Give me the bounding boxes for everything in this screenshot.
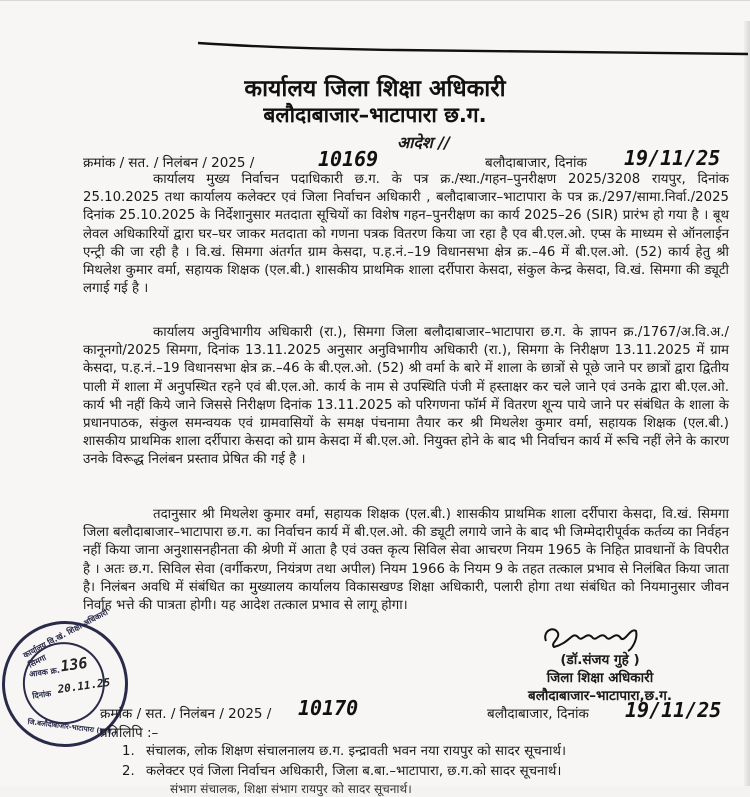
- order-reference-prefix: क्रमांक / सत. / निलंबन / 2025 /: [83, 155, 255, 171]
- stamp-inward-number: 136: [59, 653, 89, 676]
- signature-block: [490, 621, 710, 705]
- copy-date: 19/11/25: [625, 698, 722, 722]
- copy-item-number: 1.: [122, 744, 135, 759]
- order-place-date-label: बलौदाबाजार, दिनांक: [485, 155, 587, 171]
- copy-item-text: संचालक, लोक शिक्षण संचालनालय छ.ग. इन्द्रावती भवन नया रायपुर को सादर सूचनार्थ।: [146, 744, 567, 759]
- copy-to-list: [122, 742, 566, 782]
- stamp-date-label: दिनांक: [31, 689, 52, 701]
- order-date: 19/11/25: [624, 146, 721, 170]
- signatory-designation: जिला शिक्षा अधिकारी: [546, 670, 654, 686]
- copy-reference-number: 10170: [298, 696, 359, 720]
- stamp-ring-top: कार्यालय वि.खं. शिक्षा अधिकारी सिमगा: [21, 607, 110, 670]
- copy-item-text: कलेक्टर एवं जिला निर्वाचन अधिकारी, जिला ब.बा.–भाटापारा, छ.ग.को सादर सूचनार्थ।: [146, 764, 562, 779]
- copy-to-label: प्रतिलिपि :–: [100, 725, 159, 741]
- signature-scrawl: [490, 621, 710, 651]
- stamp-ring-bottom: जि.बलौदाबाजार-भाटापारा (छ.ग.): [27, 717, 118, 737]
- body-paragraph-3: तदानुसार श्री मिथलेश कुमार वर्मा, सहायक शिक्षक (एल.बी.) शासकीय प्राथमिक शाला दर्रीपारा केसदा, वि.खं. सिमगा जिला बलौदाबाजार–भाटापारा छ.ग. का निर्वाचन कार्य में बी.एल.ओ. की ड्यूटी लगाये जाने के बाद भी जिम्मेदारीपूर्वक कर्तव्य का निर्वहन नहीं किया जाना अनुशासनहीनता की श्रेणी में आता है एवं उक्त कृत्य सिविल सेवा आचरण नियम 1965 के निहित प्रावधानों के विपरीत है । अतः छ.ग. सिविल सेवा (वर्गीकरण, नियंत्रण तथा अपील) नियम 1966 के नियम 9 के तहत तत्काल प्रभाव से निलंबित किया जाता है। निलंबन अवधि में संबंधित का मुख्यालय कार्यालय विकासखण्ड शिक्षा अधिकारी, पलारी होगा तथा संबंधित को नियमानुसार जीवन निर्वाह भत्ते की पात्रता होगी। यह आदेश तत्काल प्रभाव से लागू होगा।: [83, 507, 729, 614]
- stamp-date-value: 20.11.25: [56, 675, 112, 697]
- order-reference-number: 10169: [318, 147, 379, 171]
- signatory-name: (डॉ.संजय गुहे ): [560, 652, 640, 668]
- office-location: बलौदाबाजार–भाटापारा छ.ग.: [263, 103, 487, 127]
- stamp-inward-label: आवक क्र.: [28, 665, 61, 679]
- handwritten-underline-stroke: [198, 41, 748, 55]
- copy-to-item: [122, 742, 566, 762]
- copy-to-item: [122, 762, 566, 782]
- page-edge-shadow: [744, 21, 750, 786]
- signatory-location: बलौदाबाजार–भाटापारा,छ.ग.: [528, 688, 672, 704]
- body-paragraph-1: कार्यालय मुख्य निर्वाचन पदाधिकारी छ.ग. के पत्र क्र./स्था./गहन–पुनरीक्षण 2025/3208 रायपुर, दिनांक 25.10.2025 तथा कार्यालय कलेक्टर एवं जिला निर्वाचन अधिकारी , बलौदाबाजार–भाटापारा के पत्र क्र./297/सामा.निर्वा./2025 दिनांक 25.10.2025 के निर्देशानुसार मतदाता सूचियों का विशेष गहन–पुनरीक्षण का कार्य 2025–26 (SIR) प्रारंभ हो गया है । बूथ लेवल अधिकारियों द्वारा घर–घर जाकर मतदाता को गणना पत्रक वितरण किया जा रहा है एव बी.एल.ओ. एप्स के माध्यम से ऑनलाईन एन्ट्री की जा रही है । वि.खं. सिमगा अंतर्गत ग्राम केसदा, प.ह.नं.–19 विधानसभा क्षेत्र क्र.–46 में बी.एल.ओ. (52) कार्य हेतु श्री मिथलेश कुमार वर्मा, सहायक शिक्षक (एल.बी.) शासकीय प्राथमिक शाला दर्रीपारा केसदा, संकुल केन्द्र केसदा, वि.खं. सिमगा की ड्यूटी लगाई गई है ।: [83, 172, 729, 297]
- copy-place-date-label: बलौदाबाजार, दिनांक: [487, 706, 589, 722]
- office-title: कार्यालय जिला शिक्षा अधिकारी: [244, 76, 506, 102]
- copy-item-number: 2.: [122, 764, 135, 779]
- body-paragraph-2: कार्यालय अनुविभागीय अधिकारी (रा.), सिमगा जिला बलौदाबाजार–भाटापारा छ.ग. के ज्ञापन क्र./1767/अ.वि.अ./कानूनगो/2025 सिमगा, दिनांक 13.11.2025 अनुसार अनुविभागीय अधिकारी (रा.), सिमगा के निरीक्षण 13.11.2025 में ग्राम केसदा, प.ह.नं.–19 विधानसभा क्षेत्र क्र.–46 के बी.एल.ओ. (52) श्री वर्मा के बारे में शाला के छात्रों से पूछे जाने पर छात्रों द्वारा द्वितीय पाली में शाला में अनुपस्थित रहने एवं बी.एल.ओ. कार्य के नाम से उपस्थिति पंजी में हस्ताक्षर कर चले जाने एवं उनके द्वारा बी.एल.ओ. कार्य भी नहीं किये जाने जिससे निरीक्षण दिनांक 13.11.2025 को परिगणना फॉर्म में वितरण शून्य पाये जाने पर संबंधित के शाला के प्रधानपाठक, संकुल समन्वयक एवं ग्रामवासियों के समक्ष पंचनामा तैयार कर श्री मिथलेश कुमार वर्मा, सहायक शिक्षक (एल.बी.) शासकीय प्राथमिक शाला दर्रीपारा केसदा को ग्राम केसदा में बी.एल.ओ. नियुक्त होने के बाद भी निर्वाचन कार्य में रूचि नहीं लेने के कारण उनके विरूद्ध निलंबन प्रस्ताव प्रेषित की गई है ।: [83, 325, 729, 468]
- order-heading: आदेश //: [397, 133, 450, 152]
- copy-reference-prefix: क्रमांक / सत. / निलंबन / 2025 /: [100, 706, 272, 722]
- copy-to-item-cutoff: संभाग संचालक, शिक्षा संभाग रायपुर को सादर सूचनार्थ।: [170, 782, 412, 796]
